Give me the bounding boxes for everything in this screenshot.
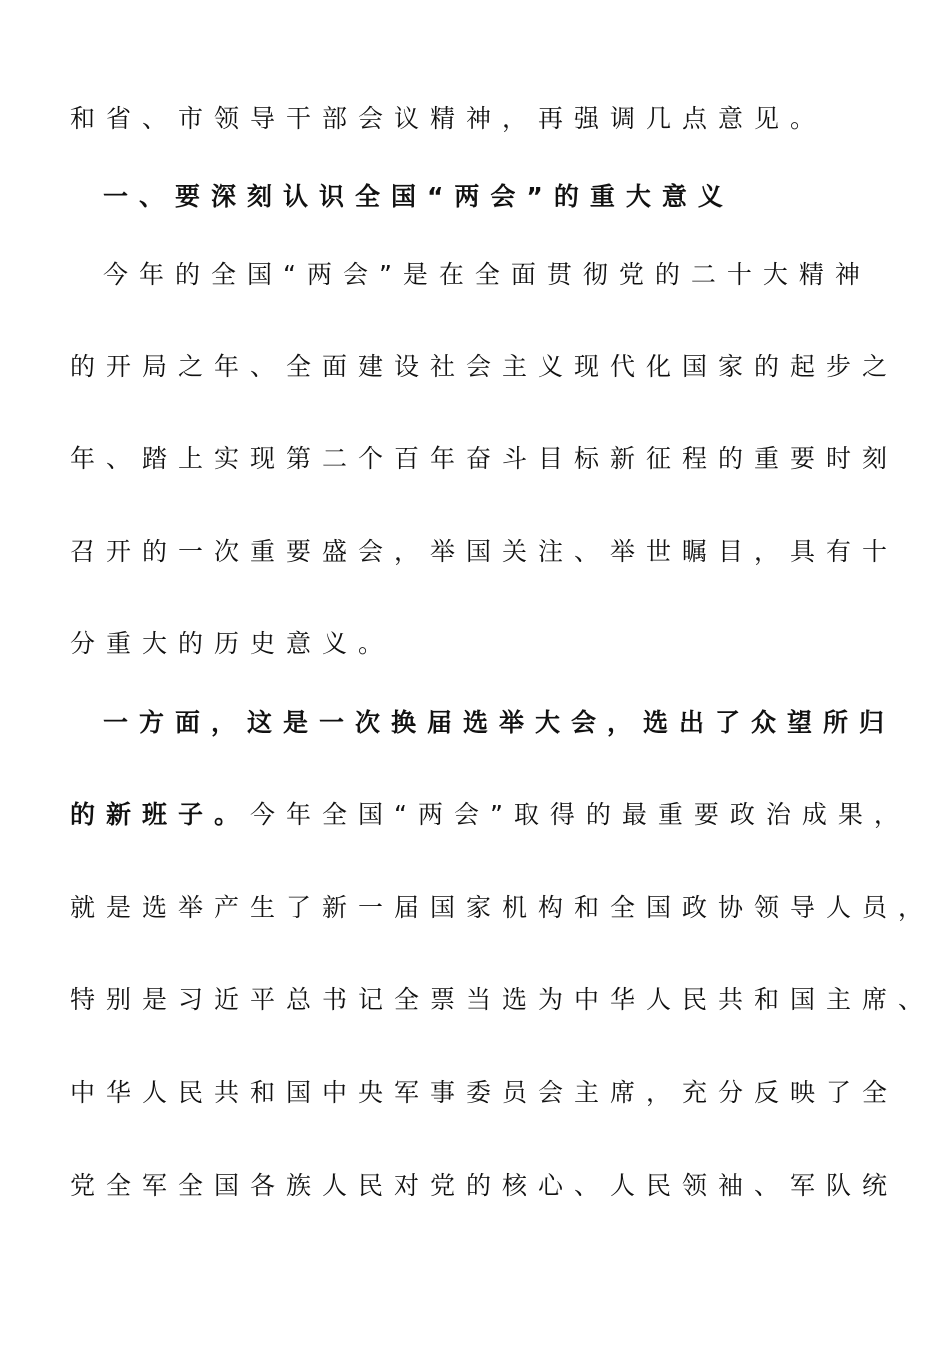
paragraph-line: 年、踏上实现第二个百年奋斗目标新征程的重要时刻: [70, 444, 899, 473]
paragraph-line: 今年的全国“两会”是在全面贯彻党的二十大精神: [103, 260, 871, 289]
paragraph-line: 和省、市领导干部会议精神，再强调几点意见。: [70, 104, 827, 133]
paragraph-line: 党全军全国各族人民对党的核心、人民领袖、军队统: [70, 1171, 899, 1200]
paragraph-text: 今年全国“两会”取得的最重要政治成果，: [250, 800, 910, 829]
paragraph-line: 中华人民共和国中央军事委员会主席，充分反映了全: [70, 1078, 899, 1107]
bold-lead-end: 的新班子。: [70, 800, 251, 829]
paragraph-line: 就是选举产生了新一届国家机构和全国政协领导人员，: [70, 893, 935, 922]
section-heading: 一、要深刻认识全国“两会”的重大意义: [103, 182, 734, 211]
paragraph-line: 特别是习近平总书记全票当选为中华人民共和国主席、: [70, 985, 935, 1014]
paragraph-line: 分重大的历史意义。: [70, 629, 395, 658]
paragraph-line: [70, 799, 910, 831]
bold-lead-sentence: 一方面，这是一次换届选举大会，选出了众望所归: [103, 708, 896, 737]
paragraph-line: 的开局之年、全面建设社会主义现代化国家的起步之: [70, 352, 899, 381]
paragraph-line: 召开的一次重要盛会，举国关注、举世瞩目，具有十: [70, 537, 899, 566]
